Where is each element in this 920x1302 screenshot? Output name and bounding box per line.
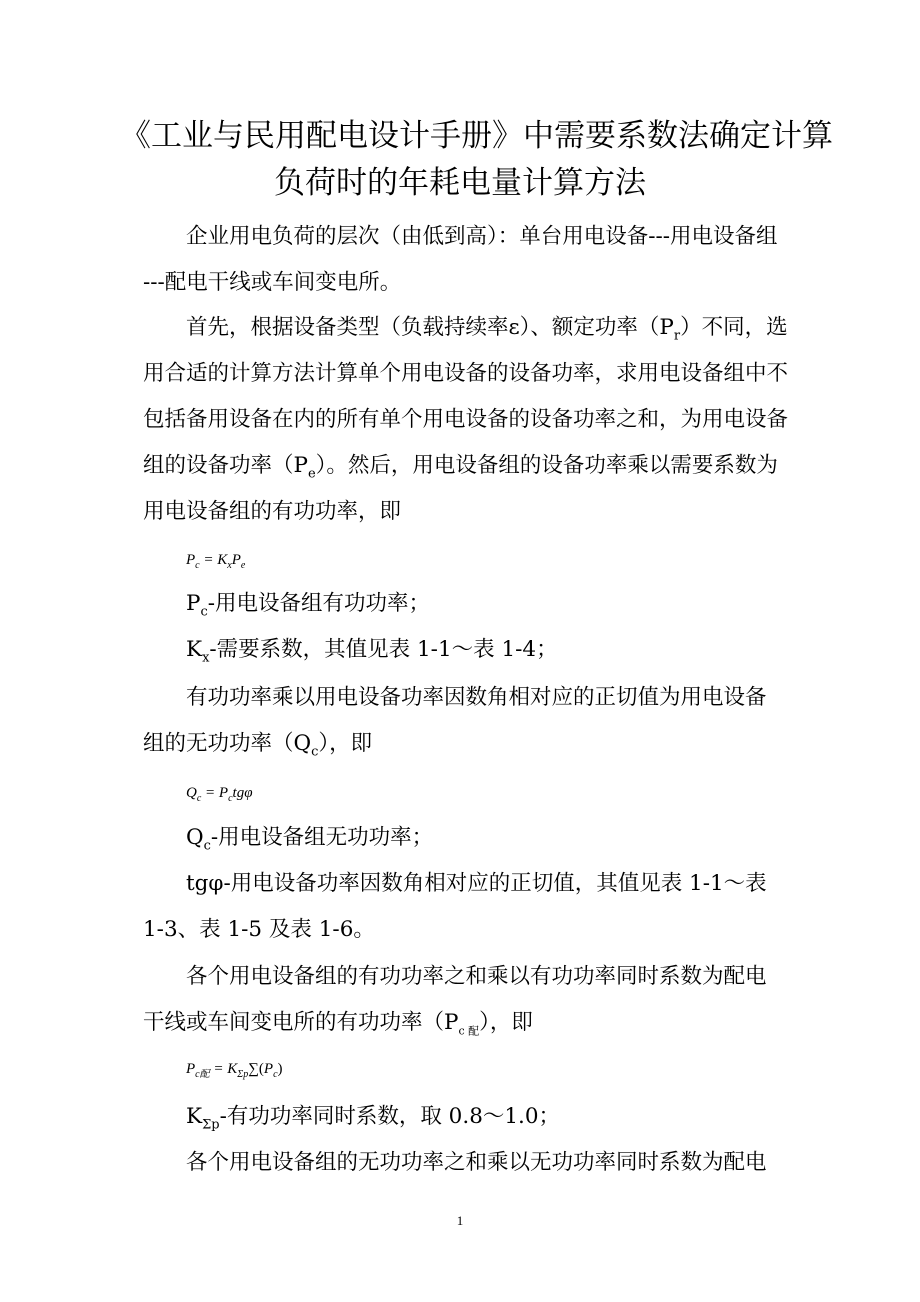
paragraph-2-line-2: 用合适的计算方法计算单个用电设备的设备功率，求用电设备组中不	[143, 361, 789, 386]
paragraph-2-line-1: 首先，根据设备类型（负载持续率ε）、额定功率$(P_r)$不同，选	[186, 315, 788, 344]
formula-pc: $P_c = K_xP_e$	[186, 552, 246, 571]
definition-qc: $Q_c-$用电设备组无功功率；	[186, 825, 434, 854]
title-line-2: 负荷时的年耗电量计算方法	[274, 165, 646, 201]
paragraph-2-line-5: 用电设备组的有功功率，即	[143, 499, 402, 524]
definition-tg-line-2: 1-3、表 1-5 及表 1-6。	[143, 917, 375, 942]
paragraph-1-line-2: ---配电干线或车间变电所。	[143, 270, 402, 295]
definition-kx: $K_x-$需要系数，其值见表 1-1～表 1-4；	[186, 637, 558, 666]
paragraph-2-line-4: 组的设备功率$(P_e)$。然后，用电设备组的设备功率乘以需要系数为	[143, 453, 778, 482]
definition-tg-line-1: tgφ-用电设备功率因数角相对应的正切值，其值见表 1-1～表	[186, 871, 767, 896]
page-number: 1	[456, 1213, 464, 1228]
paragraph-4-line-1: 各个用电设备组的有功功率之和乘以有功功率同时系数为配电	[186, 964, 767, 989]
paragraph-3-line-1: 有功功率乘以用电设备功率因数角相对应的正切值为用电设备	[186, 685, 767, 710]
paragraph-1-line-1: 企业用电负荷的层次（由低到高）：单台用电设备---用电设备组	[186, 224, 778, 249]
paragraph-2-line-3: 包括备用设备在内的所有单个用电设备的设备功率之和，为用电设备	[143, 407, 789, 432]
definition-pc: $P_c-$用电设备组有功功率；	[186, 591, 431, 620]
paragraph-3-line-2: 组的无功功率$(Q_c)$，即	[143, 731, 373, 760]
title-line-1: 《工业与民用配电设计手册》中需要系数法确定计算	[120, 118, 833, 154]
definition-ksp: $K_{\Sigma p}-$有功功率同时系数，取 0.8～1.0；	[186, 1104, 561, 1133]
formula-qc: $Q_c = P_ctg\varphi$	[186, 785, 253, 804]
formula-pc-distribution: $P_{c配} = K_{\Sigma p}\sum(P_c)$	[186, 1061, 283, 1080]
paragraph-5-line-1: 各个用电设备组的无功功率之和乘以无功功率同时系数为配电	[186, 1150, 767, 1175]
paragraph-4-line-2: 干线或车间变电所的有功功率$(P_{c 配})$，即	[143, 1010, 533, 1038]
